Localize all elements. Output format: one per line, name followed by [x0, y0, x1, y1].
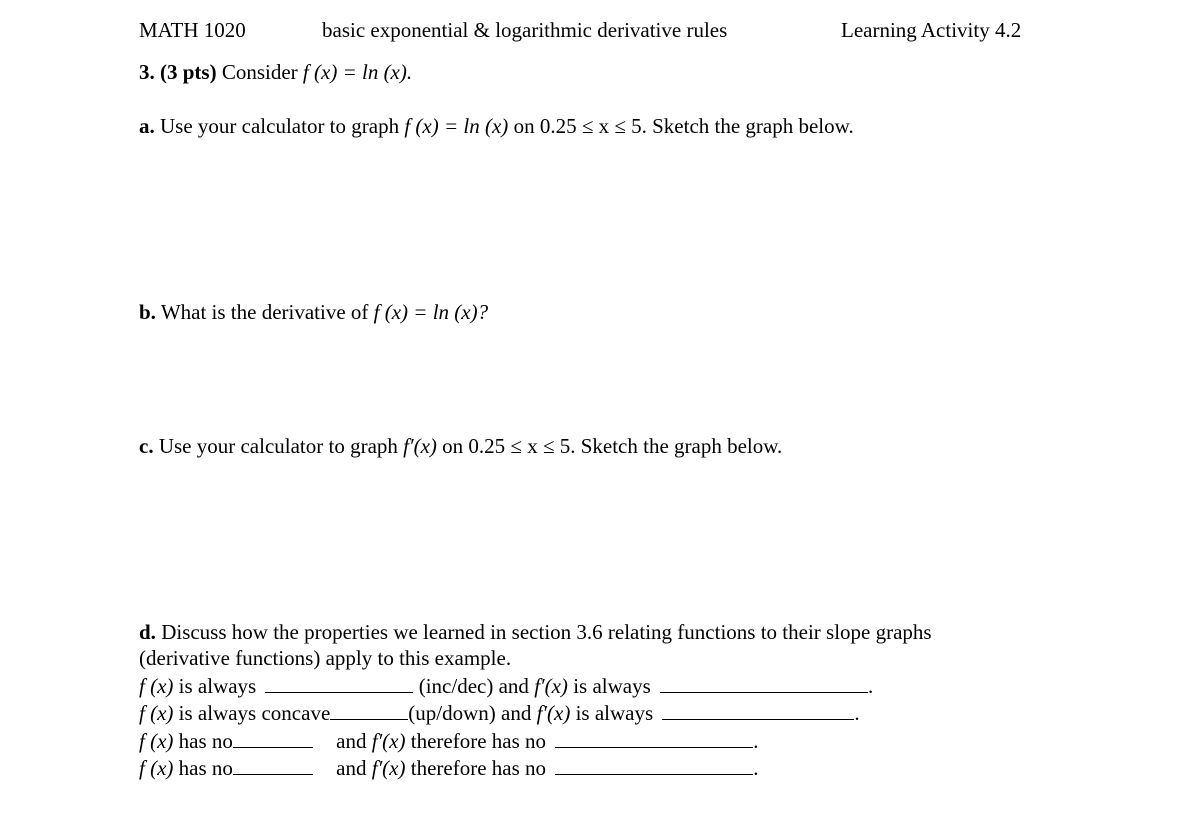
part-b-text: What is the derivative of [160, 300, 369, 324]
part-a-question [139, 116, 854, 137]
row3-and: and [336, 729, 367, 753]
row2-end: is always [575, 701, 654, 725]
topic-title: basic exponential & logarithmic derivative rules [322, 18, 728, 42]
row1-end: is always [573, 674, 651, 698]
part-c-text: Use your calculator to graph [158, 434, 398, 458]
fill-row-2 [139, 702, 860, 724]
row2-period: . [854, 701, 860, 725]
part-b-question [139, 302, 488, 323]
row3-fx: f (x) [139, 729, 174, 753]
row3-mid: has no [178, 729, 233, 753]
row1-blank-2[interactable] [660, 675, 868, 693]
row4-mid: has no [178, 756, 233, 780]
row3-blank-1[interactable] [233, 730, 313, 748]
part-a-text: Use your calculator to graph [160, 114, 400, 138]
problem-prompt: Consider [221, 60, 298, 84]
row4-blank-2[interactable] [555, 757, 753, 775]
row1-period: . [868, 674, 874, 698]
row4-and: and [336, 756, 367, 780]
fill-row-1 [139, 675, 873, 697]
row2-fx: f (x) [139, 701, 174, 725]
row3-period: . [753, 729, 759, 753]
part-c-label: c. [139, 434, 154, 458]
row2-mid: is always concave [178, 701, 331, 725]
part-c-function: f′(x) [403, 434, 437, 458]
row2-blank-1[interactable] [330, 702, 408, 720]
row1-paren: (inc/dec) and [418, 674, 529, 698]
row4-end: therefore has no [410, 756, 547, 780]
part-a-function: f (x) = ln (x) [404, 114, 509, 138]
row4-fx: f (x) [139, 756, 174, 780]
part-d-line2: (derivative functions) apply to this example. [139, 646, 512, 670]
row3-blank-2[interactable] [555, 730, 753, 748]
row1-blank-1[interactable] [265, 675, 413, 693]
row2-fpx: f′(x) [536, 701, 571, 725]
part-d-label: d. [139, 620, 156, 644]
row4-period: . [753, 756, 759, 780]
fill-row-4 [139, 757, 759, 779]
part-c-domain: on 0.25 ≤ x ≤ 5. Sketch the graph below. [442, 434, 783, 458]
part-a-domain: on 0.25 ≤ x ≤ 5. Sketch the graph below. [513, 114, 854, 138]
row2-blank-2[interactable] [662, 702, 854, 720]
fill-row-3 [139, 730, 759, 752]
row3-end: therefore has no [410, 729, 547, 753]
part-a-label: a. [139, 114, 155, 138]
row4-blank-1[interactable] [233, 757, 313, 775]
row2-paren: (up/down) and [408, 701, 532, 725]
activity-label: Learning Activity 4.2 [841, 18, 1022, 42]
part-c-question [139, 436, 782, 457]
course-code: MATH 1020 [139, 18, 246, 42]
row1-fx: f (x) [139, 674, 174, 698]
problem-number: 3. (3 pts) [139, 60, 217, 84]
problem-function: f (x) = ln (x). [302, 60, 413, 84]
part-b-label: b. [139, 300, 156, 324]
part-d-question [139, 622, 932, 643]
row4-fpx: f′(x) [371, 756, 406, 780]
row3-fpx: f′(x) [371, 729, 406, 753]
row1-mid: is always [178, 674, 257, 698]
part-b-function: f (x) = ln (x)? [373, 300, 489, 324]
part-d-line1: Discuss how the properties we learned in section 3.6 relating functions to their slope graphs [161, 620, 932, 644]
problem-header [139, 62, 412, 83]
row1-fpx: f′(x) [534, 674, 568, 698]
